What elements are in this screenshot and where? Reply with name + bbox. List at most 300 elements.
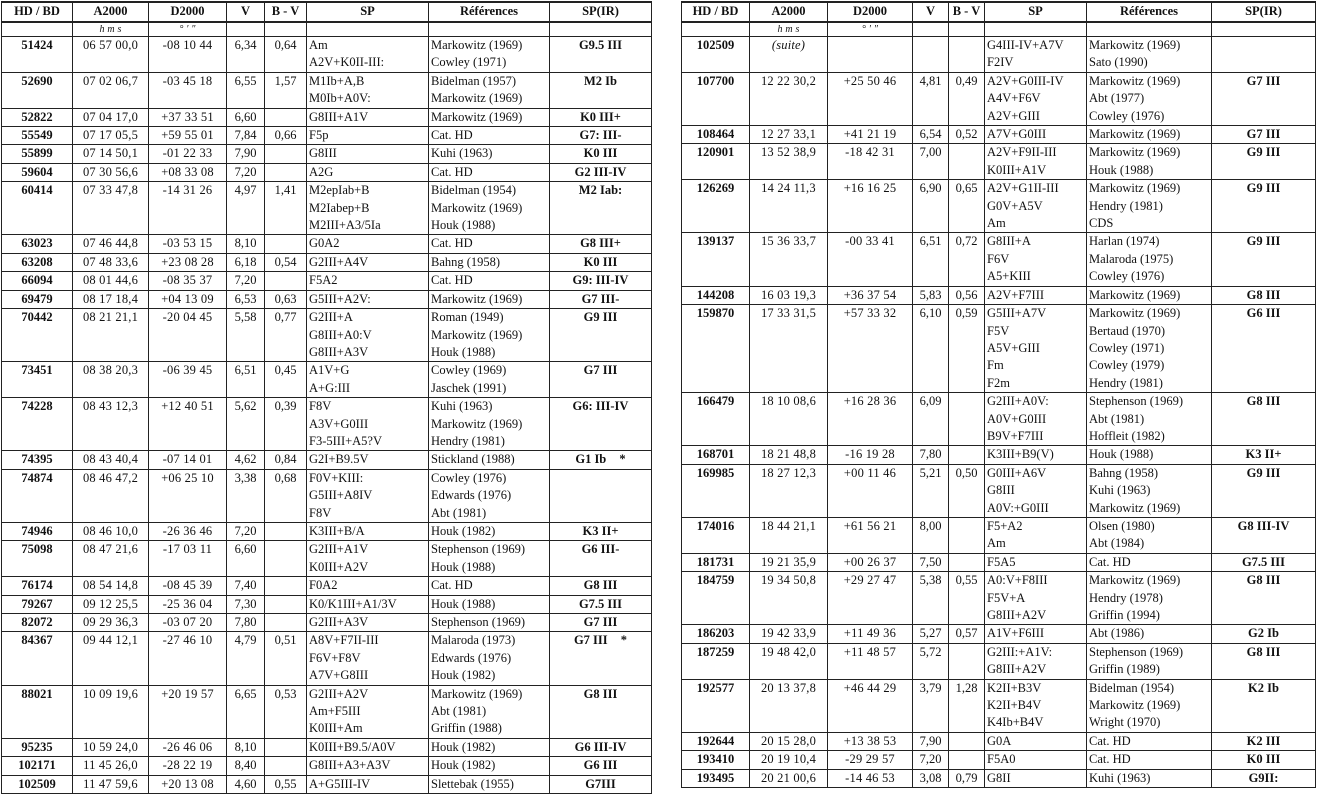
sp-cell: M0Ib+A0V: [307,90,429,108]
spir-cell [550,650,652,667]
v-cell [913,714,949,732]
reference-cell: Bidelman (1954) [1087,679,1212,697]
v-cell [227,505,265,523]
v-cell: 7,90 [227,145,265,163]
hd-cell [2,505,73,523]
bv-cell [949,357,985,374]
table-row [2,200,652,217]
hd-cell [2,703,73,720]
v-cell: 7,20 [227,163,265,181]
col-d2000: D2000 [828,2,913,22]
sp-cell: F5V [985,323,1087,340]
d2000-cell [149,433,227,451]
bv-cell [949,393,985,411]
d2000-cell: +46 44 29 [828,679,913,697]
sp-cell: A2G [307,163,429,181]
hd-cell [682,590,750,607]
col-hd: HD / BD [2,2,73,22]
hd-cell [2,667,73,685]
a2000-cell [750,500,828,518]
spir-cell: G7: III- [550,127,652,145]
table-row [2,541,652,559]
v-cell: 7,80 [913,446,949,464]
v-cell: 7,90 [913,732,949,750]
d2000-cell: -08 35 37 [149,272,227,290]
a2000-cell [750,590,828,607]
a2000-cell [73,703,149,720]
d2000-cell: +29 27 47 [828,572,913,590]
reference-cell: Hendry (1981) [1087,375,1212,393]
spir-cell: K0 III+ [550,108,652,126]
v-cell: 4,81 [913,72,949,90]
spir-cell: G6 III-IV [550,738,652,756]
bv-cell [265,738,307,756]
a2000-cell [750,375,828,393]
spir-cell: G8 III [550,577,652,595]
bv-cell: 0,56 [949,286,985,304]
v-cell [913,428,949,446]
v-cell [913,323,949,340]
hd-cell: 139137 [682,233,750,251]
spir-cell: K0 III [550,145,652,163]
bv-cell [265,54,307,72]
d2000-cell [828,37,913,55]
hd-cell [2,487,73,504]
bv-cell: 0,49 [949,72,985,90]
hd-cell [682,714,750,732]
bv-cell [949,714,985,732]
units-row [2,22,652,37]
reference-cell: Markowitz (1969) [1087,126,1212,144]
v-cell: 5,62 [227,398,265,416]
reference-cell: Markowitz (1969) [429,200,550,217]
reference-cell: Griffin (1988) [429,720,550,738]
spir-cell: G9 III [1212,180,1316,198]
reference-cell: Stephenson (1969) [429,614,550,632]
sp-cell: Fm [985,357,1087,374]
hd-cell: 74946 [2,522,73,540]
v-cell: 5,58 [227,309,265,327]
sp-cell: G8III+A1V [307,108,429,126]
sp-cell: F5+A2 [985,517,1087,535]
sp-cell: F0V+KIII: [307,469,429,487]
d2000-cell: +59 55 01 [149,127,227,145]
sp-cell: G8III [985,482,1087,499]
spir-cell: G7.5 III [550,595,652,613]
bv-cell: 0,63 [265,290,307,308]
bv-cell [949,162,985,180]
col-sp: SP [307,2,429,22]
hd-cell [682,661,750,679]
bv-cell: 0,53 [265,685,307,703]
hd-cell: 59604 [2,163,73,181]
sp-cell: A1V+G [307,362,429,380]
reference-cell: Markowitz (1969) [1087,144,1212,162]
bv-cell [265,577,307,595]
bv-cell [949,643,985,661]
a2000-cell: 11 47 59,6 [73,775,149,793]
a2000-cell: 12 22 30,2 [750,72,828,90]
reference-cell: Griffin (1989) [1087,661,1212,679]
v-cell: 5,72 [913,643,949,661]
d2000-cell: -16 19 28 [828,446,913,464]
reference-cell: Cat. HD [429,272,550,290]
d2000-cell [828,411,913,428]
v-cell [913,357,949,374]
a2000-cell [73,200,149,217]
d2000-cell [828,198,913,215]
spir-cell [550,90,652,108]
table-row [682,90,1316,107]
spir-cell: G7III [550,775,652,793]
hd-cell: 52822 [2,108,73,126]
reference-cell: Abt (1981) [429,505,550,523]
bv-cell [265,416,307,433]
table-row [2,344,652,362]
table-row [2,108,652,126]
spir-cell: G9 III [1212,233,1316,251]
sp-cell: A7V+G8III [307,667,429,685]
hd-cell [2,54,73,72]
spir-cell: G7 III [550,362,652,380]
v-cell [913,697,949,714]
reference-cell: Markowitz (1969) [429,416,550,433]
bv-cell [265,541,307,559]
a2000-cell: 08 54 14,8 [73,577,149,595]
d2000-cell [828,340,913,357]
a2000-cell [73,380,149,398]
bv-cell [949,590,985,607]
table-row [682,446,1316,464]
units-a: h m s [750,22,828,37]
reference-cell: Houk (1982) [429,522,550,540]
bv-cell [265,380,307,398]
spir-cell: G8 III [550,685,652,703]
reference-cell: Cat. HD [429,163,550,181]
table-row [682,751,1316,769]
a2000-cell [750,714,828,732]
sp-cell: K3III+B/A [307,522,429,540]
a2000-cell [750,215,828,233]
d2000-cell: -08 10 44 [149,37,227,55]
col-spir: SP(IR) [1212,2,1316,22]
a2000-cell [750,162,828,180]
d2000-cell [149,327,227,344]
spir-cell: K3 II+ [550,522,652,540]
d2000-cell [828,661,913,679]
a2000-cell [73,505,149,523]
d2000-cell: -01 22 33 [149,145,227,163]
spir-cell [1212,251,1316,268]
table-row [682,126,1316,144]
sp-cell: G8III+A2V [985,661,1087,679]
sp-cell: A2V+F9II-III [985,144,1087,162]
bv-cell: 0,72 [949,233,985,251]
d2000-cell: -03 45 18 [149,72,227,90]
reference-cell: Bahng (1958) [1087,464,1212,482]
sp-cell: K3III+B9(V) [985,446,1087,464]
sp-cell: F8V [307,505,429,523]
d2000-cell: +57 33 32 [828,305,913,323]
d2000-cell [149,90,227,108]
a2000-cell: 07 30 56,6 [73,163,149,181]
a2000-cell: 13 52 38,9 [750,144,828,162]
bv-cell [949,751,985,769]
hd-cell [682,215,750,233]
sp-cell: F2m [985,375,1087,393]
bv-cell [949,661,985,679]
a2000-cell: 20 15 28,0 [750,732,828,750]
bv-cell [949,553,985,571]
hd-cell: 102509 [682,37,750,55]
sp-cell: A4V+F6V [985,90,1087,107]
bv-cell [265,235,307,253]
d2000-cell: -07 14 01 [149,451,227,469]
spir-cell [1212,90,1316,107]
col-v: V [227,2,265,22]
reference-cell: Houk (1988) [429,559,550,577]
reference-cell: Markowitz (1969) [1087,572,1212,590]
sp-cell: F6V [985,251,1087,268]
v-cell: 7,00 [913,144,949,162]
sp-cell: A0:V+F8III [985,572,1087,590]
hd-cell [2,327,73,344]
reference-cell: Abt (1977) [1087,90,1212,107]
v-cell: 7,20 [227,272,265,290]
header-row [2,2,652,22]
v-cell [913,198,949,215]
table-row [2,54,652,72]
spir-cell [1212,37,1316,55]
spir-cell [1212,482,1316,499]
table-row [682,54,1316,72]
bv-cell: 0,55 [949,572,985,590]
bv-cell: 0,54 [265,253,307,271]
table-row [2,37,652,55]
spir-cell [550,559,652,577]
col-v: V [913,2,949,22]
table-row [2,595,652,613]
sp-cell: M2epIab+B [307,182,429,200]
reference-cell: Markowitz (1969) [429,685,550,703]
bv-cell: 1,28 [949,679,985,697]
hd-cell: 74395 [2,451,73,469]
table-row [2,685,652,703]
spir-cell [550,720,652,738]
reference-cell: Hendry (1981) [429,433,550,451]
v-cell [913,37,949,55]
a2000-cell [750,54,828,72]
spir-cell: G2 III-IV [550,163,652,181]
reference-cell: Bahng (1958) [429,253,550,271]
spir-cell [1212,697,1316,714]
v-cell [913,661,949,679]
bv-cell [265,522,307,540]
bv-cell: 0,39 [265,398,307,416]
sp-cell: G8III+A3V [307,344,429,362]
d2000-cell: +20 13 08 [149,775,227,793]
d2000-cell: +61 56 21 [828,517,913,535]
hd-cell [682,482,750,499]
v-cell: 7,84 [227,127,265,145]
table-row [2,469,652,487]
hd-cell: 82072 [2,614,73,632]
v-cell: 6,10 [913,305,949,323]
reference-cell: Jaschek (1991) [429,380,550,398]
a2000-cell: 14 24 11,3 [750,180,828,198]
hd-cell [682,535,750,553]
a2000-cell [750,323,828,340]
reference-cell: Cat. HD [429,127,550,145]
reference-cell: Markowitz (1969) [429,90,550,108]
v-cell [227,487,265,504]
a2000-cell: 07 17 05,5 [73,127,149,145]
column-gap [655,0,681,782]
reference-cell: Bidelman (1957) [429,72,550,90]
d2000-cell: +04 13 09 [149,290,227,308]
a2000-cell [73,487,149,504]
spir-cell: G9 III [1212,464,1316,482]
sp-cell: G5III+A8IV [307,487,429,504]
v-cell: 5,83 [913,286,949,304]
sp-cell: G8III+A2V [985,607,1087,625]
hd-cell [682,411,750,428]
a2000-cell: 08 46 10,0 [73,522,149,540]
sp-cell: G2III+A [307,309,429,327]
spir-cell [550,469,652,487]
a2000-cell: 08 43 40,4 [73,451,149,469]
v-cell [913,268,949,286]
sp-cell: K4Ib+B4V [985,714,1087,732]
bv-cell [265,433,307,451]
table-row [2,632,652,650]
spir-cell: K0 III [1212,751,1316,769]
hd-cell: 88021 [2,685,73,703]
bv-cell: 1,41 [265,182,307,200]
col-sp: SP [985,2,1087,22]
d2000-cell: -28 22 19 [149,757,227,775]
spir-cell: M2 Ib [550,72,652,90]
sp-cell: A8V+F7II-III [307,632,429,650]
hd-cell [682,268,750,286]
reference-cell: Griffin (1994) [1087,607,1212,625]
v-cell: 3,08 [913,769,949,787]
bv-cell [265,703,307,720]
spir-cell [550,703,652,720]
sp-cell: A2V+G1II-III [985,180,1087,198]
reference-cell: Hendry (1978) [1087,590,1212,607]
d2000-cell [828,714,913,732]
table-row [682,305,1316,323]
units-d: ° ′ ″ [828,22,913,37]
hd-cell: 184759 [682,572,750,590]
bv-cell [949,428,985,446]
sp-cell: K2II+B4V [985,697,1087,714]
table-row [2,487,652,504]
hd-cell: 192577 [682,679,750,697]
v-cell [227,650,265,667]
v-cell: 5,38 [913,572,949,590]
v-cell [913,54,949,72]
hd-cell: 66094 [2,272,73,290]
d2000-cell [828,697,913,714]
bv-cell [949,375,985,393]
v-cell [227,327,265,344]
col-refs: Références [429,2,550,22]
bv-cell [265,559,307,577]
v-cell: 6,60 [227,541,265,559]
v-cell: 8,40 [227,757,265,775]
hd-cell: 168701 [682,446,750,464]
v-cell [913,590,949,607]
bv-cell [265,667,307,685]
hd-cell [2,416,73,433]
bv-cell [265,217,307,235]
hd-cell: 126269 [682,180,750,198]
d2000-cell [149,380,227,398]
reference-cell: Malaroda (1973) [429,632,550,650]
d2000-cell: +13 38 53 [828,732,913,750]
sp-cell: G2III+A4V [307,253,429,271]
v-cell: 8,00 [913,517,949,535]
d2000-cell: +11 49 36 [828,625,913,643]
v-cell [913,251,949,268]
table-row [2,380,652,398]
d2000-cell: -08 45 39 [149,577,227,595]
table-row [2,667,652,685]
hd-cell [2,720,73,738]
bv-cell: 0,55 [265,775,307,793]
bv-cell [265,595,307,613]
d2000-cell: +25 50 46 [828,72,913,90]
table-row [682,268,1316,286]
d2000-cell [828,357,913,374]
bv-cell [949,144,985,162]
sp-cell: F5A2 [307,272,429,290]
hd-cell: 70442 [2,309,73,327]
bv-cell [949,251,985,268]
v-cell [227,54,265,72]
a2000-cell: 08 46 47,2 [73,469,149,487]
spir-cell: G8 III [1212,286,1316,304]
sp-cell: A7V+G0III [985,126,1087,144]
bv-cell: 0,77 [265,309,307,327]
d2000-cell [828,251,913,268]
sp-cell: A2V+F7III [985,286,1087,304]
bv-cell: 0,59 [949,305,985,323]
reference-cell: Markowitz (1969) [1087,286,1212,304]
bv-cell [265,757,307,775]
bv-cell [949,340,985,357]
d2000-cell: +16 16 25 [828,180,913,198]
table-row [682,482,1316,499]
a2000-cell: 07 46 44,8 [73,235,149,253]
hd-cell [682,251,750,268]
a2000-cell: 07 14 50,1 [73,145,149,163]
bv-cell: 0,51 [265,632,307,650]
reference-cell: Abt (1981) [1087,411,1212,428]
hd-cell: 73451 [2,362,73,380]
d2000-cell: +41 21 19 [828,126,913,144]
a2000-cell [73,433,149,451]
a2000-cell: 09 44 12,1 [73,632,149,650]
bv-cell [265,344,307,362]
hd-cell: 108464 [682,126,750,144]
d2000-cell: -27 46 10 [149,632,227,650]
v-cell: 7,20 [913,751,949,769]
hd-cell: 102171 [2,757,73,775]
a2000-cell [750,661,828,679]
